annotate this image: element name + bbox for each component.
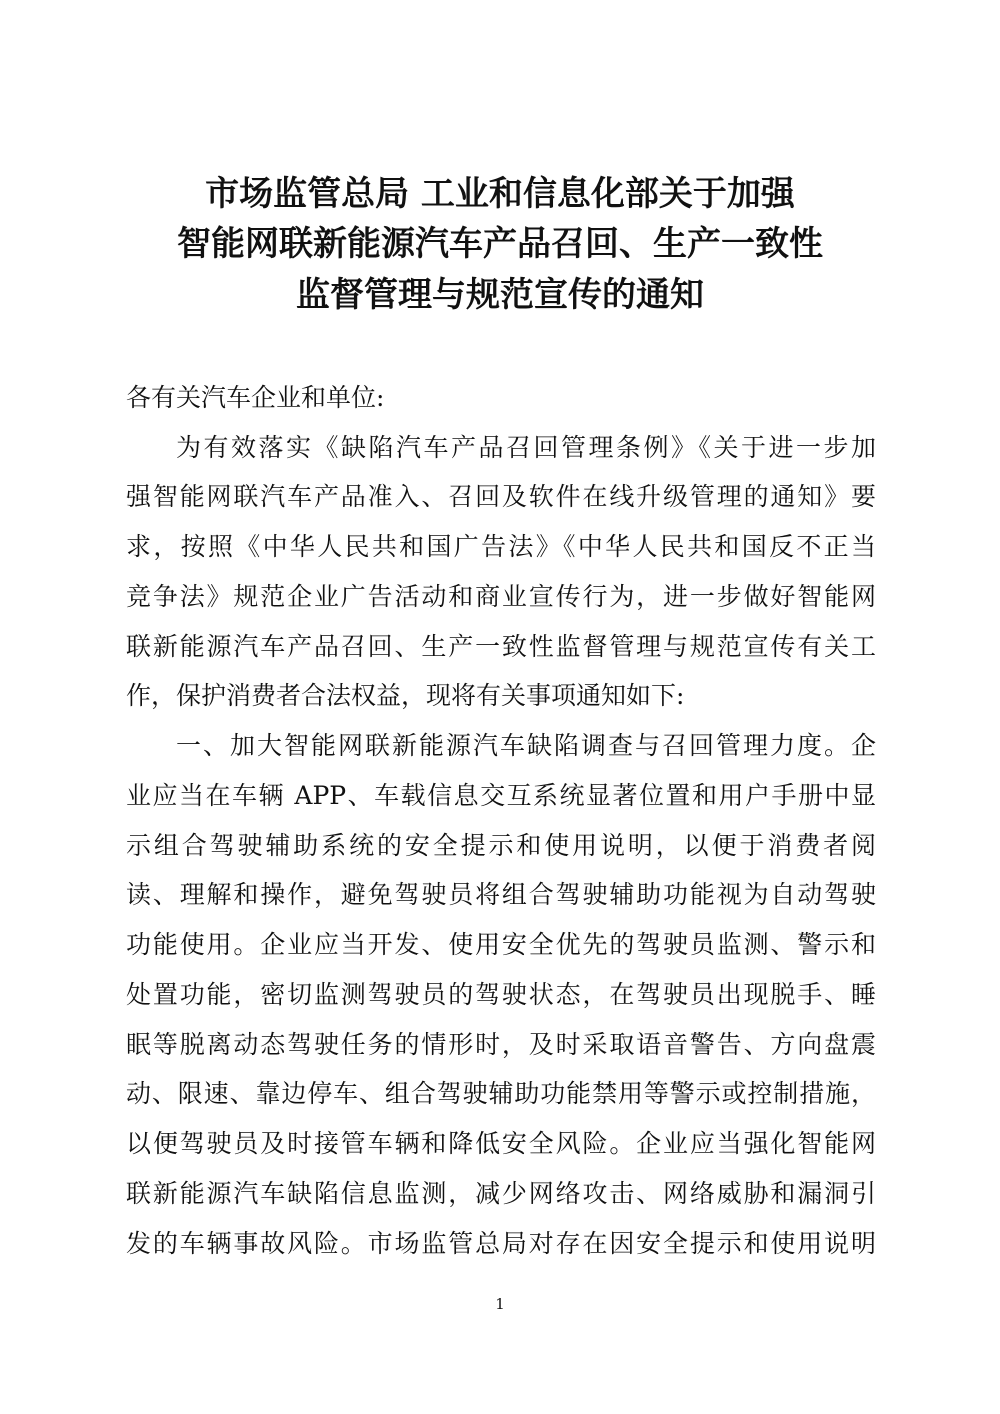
- salutation: 各有关汽车企业和单位:: [126, 383, 385, 412]
- paragraph-2-line: 眠等脱离动态驾驶任务的情形时，及时采取语音警告、方向盘震: [126, 1030, 876, 1059]
- paragraph-2-line: 动、限速、靠边停车、组合驾驶辅助功能禁用等警示或控制措施，: [126, 1079, 876, 1108]
- page-number: 1: [495, 1295, 505, 1313]
- paragraph-2-line: 读、理解和操作，避免驾驶员将组合驾驶辅助功能视为自动驾驶: [126, 880, 876, 909]
- paragraph-1-line: 作，保护消费者合法权益，现将有关事项通知如下:: [126, 681, 685, 710]
- notice-title-line-2: 智能网联新能源汽车产品召回、生产一致性: [177, 224, 823, 264]
- notice-title-line-3: 监督管理与规范宣传的通知: [296, 275, 704, 315]
- paragraph-2-line: 处置功能，密切监测驾驶员的驾驶状态，在驾驶员出现脱手、睡: [126, 980, 876, 1009]
- paragraph-1-line: 求，按照《中华人民共和国广告法》《中华人民共和国反不正当: [126, 532, 876, 561]
- paragraph-1-line: 强智能网联汽车产品准入、召回及软件在线升级管理的通知》要: [126, 482, 876, 511]
- notice-title-line-1: 市场监管总局 工业和信息化部关于加强: [205, 174, 795, 214]
- paragraph-2-line: 示组合驾驶辅助系统的安全提示和使用说明，以便于消费者阅: [126, 831, 876, 860]
- paragraph-2-line: 功能使用。企业应当开发、使用安全优先的驾驶员监测、警示和: [126, 930, 876, 959]
- paragraph-1-line: 为有效落实《缺陷汽车产品召回管理条例》《关于进一步加: [176, 433, 876, 462]
- paragraph-2-line: 联新能源汽车缺陷信息监测，减少网络攻击、网络威胁和漏洞引: [126, 1179, 876, 1208]
- paragraph-2-line: 以便驾驶员及时接管车辆和降低安全风险。企业应当强化智能网: [126, 1129, 876, 1158]
- paragraph-2-line: 一、加大智能网联新能源汽车缺陷调查与召回管理力度。企: [176, 731, 876, 760]
- paragraph-2-line: 业应当在车辆 APP、车载信息交互系统显著位置和用户手册中显: [126, 781, 876, 810]
- paragraph-1-line: 联新能源汽车产品召回、生产一致性监督管理与规范宣传有关工: [126, 632, 876, 661]
- paragraph-2-line: 发的车辆事故风险。市场监管总局对存在因安全提示和使用说明: [126, 1229, 876, 1258]
- paragraph-1-line: 竞争法》规范企业广告活动和商业宣传行为，进一步做好智能网: [126, 582, 876, 611]
